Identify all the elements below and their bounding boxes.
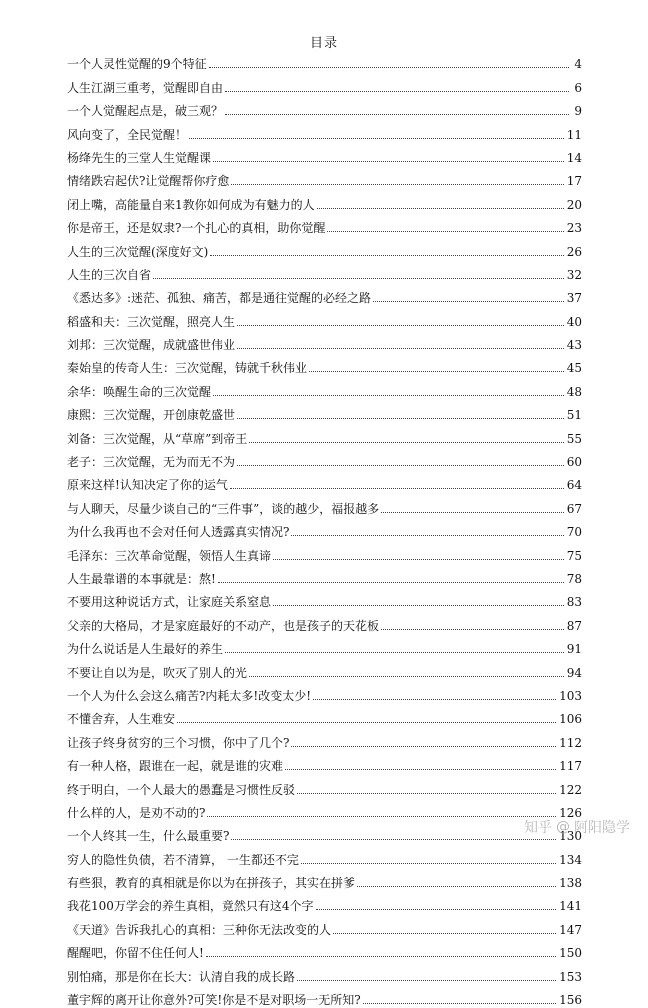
toc-entry[interactable]: [67, 49, 582, 72]
toc-entry[interactable]: [67, 213, 582, 236]
dot-leader: [231, 839, 556, 840]
toc-entry-page-number: 117: [559, 759, 582, 774]
toc-entry[interactable]: [67, 657, 582, 680]
dot-leader: [249, 676, 564, 677]
dot-leader: [218, 582, 564, 583]
toc-entry[interactable]: [67, 587, 582, 610]
toc-entry[interactable]: [67, 493, 582, 516]
dot-leader: [273, 605, 564, 606]
toc-entry-title: 稻盛和夫：三次觉醒，照亮人生: [67, 314, 236, 329]
toc-entry-page-number: 48: [566, 384, 582, 399]
toc-entry-page-number: 67: [566, 501, 582, 516]
toc-entry-page-number: 91: [566, 642, 582, 657]
toc-entry-title: 闭上嘴，高能量自来1教你如何成为有魅力的人: [67, 197, 315, 212]
toc-entry-page-number: 64: [566, 478, 582, 493]
toc-entry-page-number: 126: [559, 805, 582, 820]
dot-leader: [213, 161, 564, 162]
toc-entry-page-number: 78: [566, 571, 582, 586]
toc-entry-page-number: 87: [566, 618, 582, 633]
dot-leader: [177, 722, 556, 723]
toc-entry-title: 有些狠，教育的真相就是你以为在拼孩子，其实在拼爹: [67, 876, 356, 891]
watermark-site: 知乎: [524, 820, 552, 836]
toc-entry[interactable]: [67, 400, 582, 423]
toc-entry-title: 为什么我再也不会对任何人透露真实情况?: [67, 525, 290, 540]
toc-entry-page-number: 94: [566, 665, 582, 680]
toc-entry-title: 父亲的大格局，才是家庭最好的不动产，也是孩子的天花板: [67, 618, 380, 633]
toc-entry-title: 人生的三次自省: [67, 267, 152, 282]
dot-leader: [363, 1003, 556, 1004]
watermark-author: 阿阳隐学: [574, 820, 630, 836]
toc-entry-page-number: 153: [559, 969, 582, 984]
toc-entry-title: 一个人灵性觉醒的9个特征: [67, 57, 207, 72]
toc-entry[interactable]: [67, 914, 582, 937]
toc-entry-title: 董宇辉的离开让你意外?可笑!你是不是对职场一无所知?: [67, 993, 361, 1008]
toc-entry[interactable]: [67, 447, 582, 470]
toc-entry-title: 我花100万学会的养生真相，竟然只有这4个字: [67, 899, 314, 914]
toc-entry-title: 为什么说话是人生最好的养生: [67, 642, 224, 657]
toc-entry[interactable]: [67, 564, 582, 587]
toc-entry-page-number: 60: [566, 455, 582, 470]
dot-leader: [249, 442, 563, 443]
toc-entry-title: 有一种人格，跟谁在一起，就是谁的灾难: [67, 759, 284, 774]
toc-entry-page-number: 37: [566, 291, 582, 306]
table-of-contents: [67, 49, 582, 1008]
toc-entry-title: 毛泽东：三次革命觉醒，领悟人生真谛: [67, 548, 272, 563]
toc-entry-title: 刘邦：三次觉醒，成就盛世伟业: [67, 338, 236, 353]
dot-leader: [317, 208, 564, 209]
toc-entry-title: 醒醒吧，你留不住任何人!: [67, 946, 204, 961]
toc-entry-title: 你是帝王，还是奴隶?一个扎心的真相，助你觉醒: [67, 221, 326, 236]
toc-entry-title: 人生江湖三重考，觉醒即自由: [67, 80, 224, 95]
toc-entry-page-number: 70: [566, 525, 582, 540]
toc-entry[interactable]: [67, 119, 582, 142]
watermark-separator: @: [556, 819, 570, 835]
toc-entry[interactable]: [67, 353, 582, 376]
dot-leader: [291, 535, 563, 536]
toc-entry[interactable]: [67, 260, 582, 283]
toc-entry[interactable]: [67, 470, 582, 493]
dot-leader: [381, 512, 563, 513]
toc-entry-title: 不懂舍弃，人生难安: [67, 712, 176, 727]
toc-entry-title: 终于明白，一个人最大的愚蠢是习惯性反驳: [67, 782, 296, 797]
toc-entry[interactable]: [67, 985, 582, 1008]
toc-entry-page-number: 14: [566, 150, 582, 165]
toc-entry[interactable]: [67, 306, 582, 329]
dot-leader: [291, 746, 556, 747]
dot-leader: [327, 231, 563, 232]
toc-entry[interactable]: [67, 844, 582, 867]
dot-leader: [301, 863, 556, 864]
dot-leader: [297, 980, 556, 981]
toc-entry[interactable]: [67, 938, 582, 961]
toc-entry-title: 原来这样!认知决定了你的运气: [67, 478, 228, 493]
watermark: [524, 817, 630, 837]
toc-entry[interactable]: [67, 236, 582, 259]
toc-entry-page-number: 26: [566, 244, 582, 259]
dot-leader: [230, 488, 564, 489]
dot-leader: [313, 699, 556, 700]
toc-entry[interactable]: [67, 751, 582, 774]
toc-entry-page-number: 32: [566, 267, 582, 282]
toc-entry-page-number: 134: [559, 852, 582, 867]
toc-entry-page-number: 4: [574, 57, 582, 72]
toc-entry-title: 别怕痛，那是你在长大：认清自我的成长路: [67, 969, 296, 984]
toc-entry-page-number: 141: [559, 899, 582, 914]
toc-entry-title: 人生的三次觉醒(深度好文): [67, 244, 209, 259]
toc-entry-page-number: 83: [566, 595, 582, 610]
toc-title: 目录: [309, 36, 338, 51]
toc-entry-page-number: 20: [566, 197, 582, 212]
dot-leader: [273, 559, 564, 560]
toc-entry-page-number: 106: [559, 712, 582, 727]
toc-entry[interactable]: [67, 961, 582, 984]
dot-leader: [297, 793, 556, 794]
dot-leader: [237, 325, 564, 326]
toc-entry-page-number: 40: [566, 314, 582, 329]
toc-entry[interactable]: [67, 283, 582, 306]
toc-entry-title: 刘备：三次觉醒，从“草席”到帝王: [67, 431, 248, 446]
toc-entry-page-number: 103: [559, 688, 582, 703]
dot-leader: [209, 67, 569, 68]
dot-leader: [237, 348, 564, 349]
toc-entry-title: 与人聊天，尽量少谈自己的“三件事”，谈的越少，福报越多: [67, 501, 380, 516]
toc-entry-page-number: 45: [566, 361, 582, 376]
toc-entry[interactable]: [67, 72, 582, 95]
dot-leader: [225, 652, 564, 653]
toc-entry-page-number: 156: [559, 993, 582, 1008]
dot-leader: [207, 816, 556, 817]
toc-entry-title: 康熙：三次觉醒，开创康乾盛世: [67, 408, 236, 423]
toc-entry-page-number: 138: [559, 876, 582, 891]
toc-entry-page-number: 17: [566, 174, 582, 189]
toc-entry[interactable]: [67, 798, 582, 821]
toc-entry-title: 一个人终其一生，什么最重要?: [67, 829, 230, 844]
toc-entry-title: 情绪跌宕起伏?让觉醒帮你疗愈: [67, 174, 230, 189]
toc-entry-title: 秦始皇的传奇人生：三次觉醒，铸就千秋伟业: [67, 361, 308, 376]
toc-entry[interactable]: [67, 891, 582, 914]
toc-entry[interactable]: [67, 189, 582, 212]
dot-leader: [309, 371, 564, 372]
toc-entry-title: 一个人为什么会这么痛苦?内耗太多!改变太少!: [67, 688, 312, 703]
toc-entry[interactable]: [67, 868, 582, 891]
toc-entry-title: 《天道》告诉我扎心的真相：三种你无法改变的人: [67, 922, 332, 937]
toc-entry-title: 穷人的隐性负债，若不清算， 一生都还不完: [67, 852, 299, 867]
toc-entry-page-number: 6: [574, 80, 582, 95]
toc-entry-page-number: 11: [566, 127, 582, 142]
toc-entry[interactable]: [67, 330, 582, 353]
toc-entry-title: 余华：唤醒生命的三次觉醒: [67, 384, 212, 399]
dot-leader: [189, 138, 564, 139]
toc-entry-page-number: 55: [566, 431, 582, 446]
toc-entry[interactable]: [67, 704, 582, 727]
toc-entry-title: 让孩子终身贫穷的三个习惯，你中了几个?: [67, 735, 290, 750]
toc-entry[interactable]: [67, 143, 582, 166]
toc-entry[interactable]: [67, 376, 582, 399]
toc-entry-page-number: 150: [559, 946, 582, 961]
dot-leader: [225, 114, 569, 115]
toc-entry-title: 什么样的人，是劝不动的?: [67, 805, 206, 820]
toc-entry[interactable]: [67, 634, 582, 657]
dot-leader: [237, 465, 564, 466]
toc-entry[interactable]: [67, 96, 582, 119]
dot-leader: [333, 933, 556, 934]
toc-entry-page-number: 51: [566, 408, 582, 423]
toc-entry-title: 《悉达多》:迷茫、孤独、痛苦，都是通往觉醒的必经之路: [67, 291, 372, 306]
toc-entry-title: 老子：三次觉醒，无为而无不为: [67, 455, 236, 470]
toc-entry-title: 风向变了，全民觉醒！: [67, 127, 188, 142]
dot-leader: [206, 956, 556, 957]
toc-entry-page-number: 130: [559, 829, 582, 844]
toc-entry[interactable]: [67, 517, 582, 540]
dot-leader: [373, 301, 564, 302]
toc-entry[interactable]: [67, 681, 582, 704]
dot-leader: [225, 91, 569, 92]
toc-entry[interactable]: [67, 166, 582, 189]
toc-entry-title: 杨绛先生的三堂人生觉醒课: [67, 150, 212, 165]
toc-entry-page-number: 147: [559, 922, 582, 937]
toc-entry[interactable]: [67, 423, 582, 446]
dot-leader: [237, 418, 564, 419]
toc-entry-title: 不要用这种说话方式，让家庭关系窒息: [67, 595, 272, 610]
toc-entry-page-number: 43: [566, 338, 582, 353]
toc-entry-page-number: 75: [566, 548, 582, 563]
toc-entry-page-number: 112: [559, 735, 582, 750]
dot-leader: [210, 255, 563, 256]
toc-entry[interactable]: [67, 774, 582, 797]
dot-leader: [153, 278, 564, 279]
toc-entry-page-number: 23: [566, 221, 582, 236]
toc-entry-page-number: 9: [574, 104, 582, 119]
toc-entry[interactable]: [67, 727, 582, 750]
dot-leader: [381, 629, 564, 630]
toc-entry[interactable]: [67, 821, 582, 844]
toc-entry-page-number: 122: [559, 782, 582, 797]
toc-entry[interactable]: [67, 610, 582, 633]
toc-entry[interactable]: [67, 540, 582, 563]
dot-leader: [231, 184, 563, 185]
toc-entry-title: 不要让自以为是，吹灭了别人的光: [67, 665, 248, 680]
dot-leader: [357, 886, 556, 887]
dot-leader: [285, 769, 556, 770]
dot-leader: [213, 395, 564, 396]
dot-leader: [316, 909, 557, 910]
toc-entry-title: 人生最靠谱的本事就是：熬!: [67, 571, 216, 586]
toc-entry-title: 一个人觉醒起点是，破三观？: [67, 104, 224, 119]
